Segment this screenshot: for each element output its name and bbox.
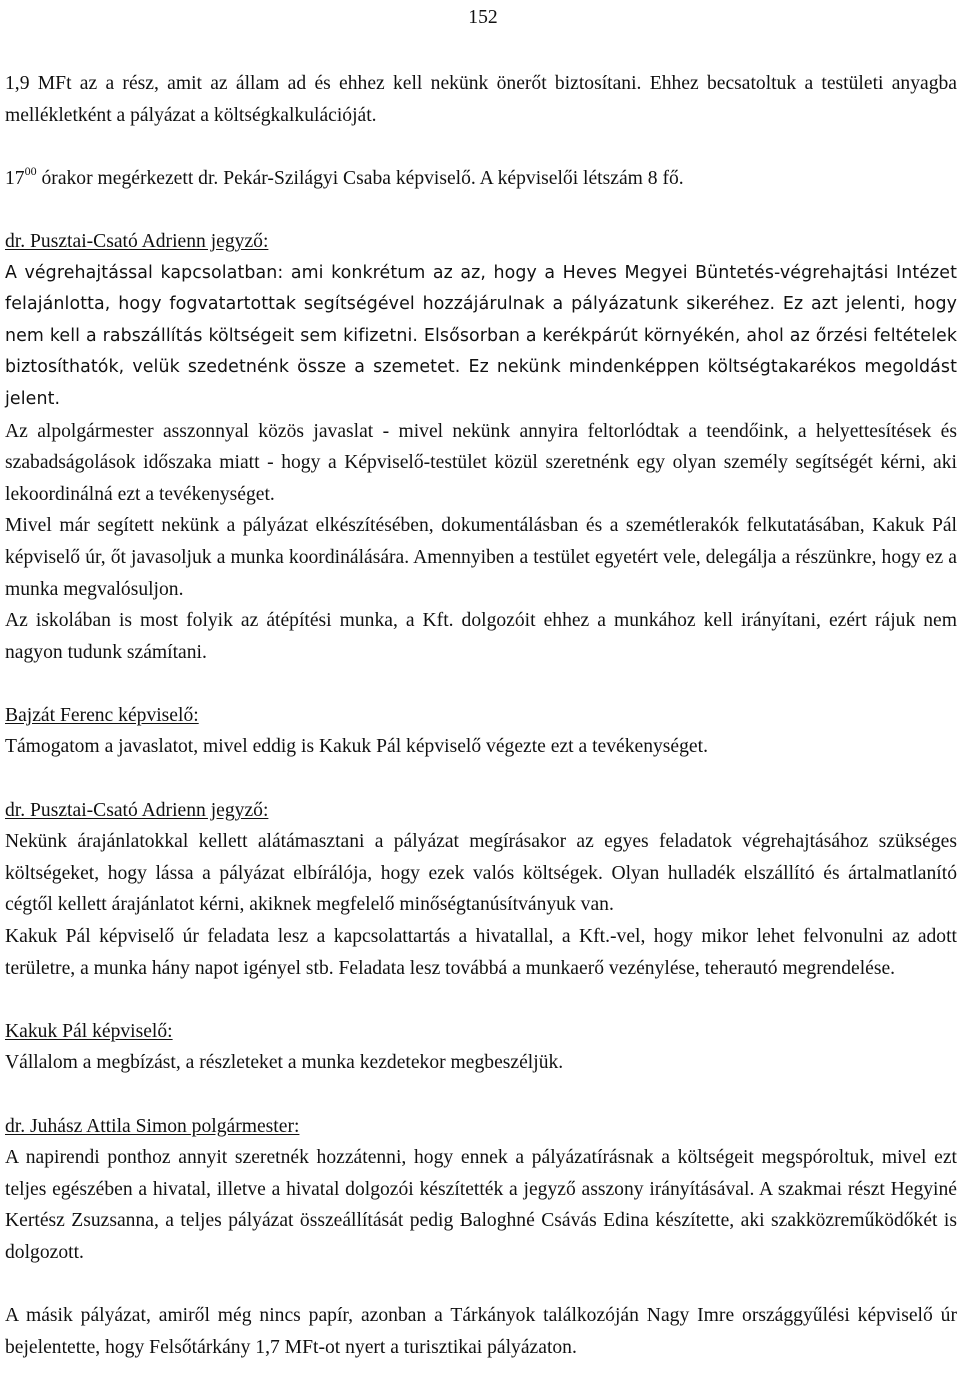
paragraph: A másik pályázat, amiről még nincs papír, azonban a Tárkányok találkozóján Nagy Imre országgyűlési képviselő úr bejelentette, hogy Felsőtárkány 1,7 MFt-ot nyert a turisztikai pályázaton. bbox=[5, 1305, 957, 1358]
document-page bbox=[5, 0, 957, 1363]
page-number: 152 bbox=[468, 7, 498, 28]
speaker-heading: Kakuk Pál képviselő: bbox=[5, 1020, 173, 1042]
paragraph: Vállalom a megbízást, a részleteket a munka kezdetekor megbeszéljük. bbox=[5, 1052, 564, 1074]
speaker-heading: dr. Juhász Attila Simon polgármester: bbox=[5, 1115, 300, 1137]
speaker-heading: dr. Pusztai-Csató Adrienn jegyző: bbox=[5, 799, 269, 821]
paragraph: A napirendi ponthoz annyit szeretnék hozzátenni, hogy ennek a pályázatírásnak a költségeit megspóroltuk, mivel ezt teljes egészében a hivatal, illetve a hivatal dolgozói készítették a jegyző asszony irányításával. A szakmai részt Hegyiné Kertész Zsuzsanna, a teljes pályázat összeállítását pedig Baloghné Csávás Edina készítette, aki szakközreműködőkét is dolgozott. bbox=[5, 1147, 957, 1263]
arrival-minutes: 00 bbox=[24, 163, 37, 178]
arrival-hour: 17 bbox=[5, 167, 25, 189]
arrival-text: órakor megérkezett dr. Pekár-Szilágyi Csaba képviselő. A képviselői létszám 8 fő. bbox=[36, 167, 684, 189]
paragraph: Mivel már segített nekünk a pályázat elkészítésében, dokumentálásban és a szemétlerakók felkutatásában, Kakuk Pál képviselő úr, őt javasoljuk a munka koordinálására. Amennyiben a testület egyetért vele, delegálja a részünkre, hogy ez a munka megvalósuljon. bbox=[5, 515, 957, 600]
intro-paragraph: 1,9 MFt az a rész, amit az állam ad és ehhez kell nekünk önerőt biztosítani. Ehhez becsatoltuk a testületi anyagba mellékletként a pályázat a költségkalkulációját. bbox=[5, 73, 957, 126]
paragraph: A végrehajtással kapcsolatban: ami konkrétum az az, hogy a Heves Megyei Büntetés-végrehajtási Intézet felajánlotta, hogy fogvatartottak segítségével hozzájárulnak a pályázatunk sikeréhez. Ez azt jelenti, hogy nem kell a rabszállítás költségeit sem kifizetni. Elsősorban a kerékpárút környékén, ahol az őrzési feltételek biztosíthatók, velük szedetnénk össze a szemetet. Ez nekünk mindenképpen költségtakarékos megoldást jelent. bbox=[5, 262, 957, 409]
paragraph: Nekünk árajánlatokkal kellett alátámasztani a pályázat megírásakor az egyes feladatok végrehajtásához szükséges költségeket, hogy lássa a pályázat elbírálója, hogy ezek valós költségek. Olyan hulladék elszállító és ártalmatlanító cégtől kellett árajánlatot kérni, akiknek megfelelő minőségtanúsítványuk van. bbox=[5, 831, 957, 916]
speaker-heading: dr. Pusztai-Csató Adrienn jegyző: bbox=[5, 230, 269, 252]
paragraph: Az iskolában is most folyik az átépítési munka, a Kft. dolgozóit ehhez a munkához kell irányítani, ezért rájuk nem nagyon tudunk számítani. bbox=[5, 610, 957, 663]
paragraph: Az alpolgármester asszonnyal közös javaslat - mivel nekünk annyira feltorlódtak a teendőink, a helyettesítések és szabadságolások időszaka miatt - hogy a Képviselő-testület közül szeretnénk egy olyan személy segítségét kérni, aki lekoordinálná ezt a tevékenységet. bbox=[5, 420, 957, 505]
paragraph: Támogatom a javaslatot, mivel eddig is Kakuk Pál képviselő végezte ezt a tevékenységet. bbox=[5, 736, 708, 758]
paragraph: Kakuk Pál képviselő úr feladata lesz a kapcsolattartás a hivatallal, a Kft.-vel, hogy mikor lehet felvonulni az adott területre, a munka hány napot igényel stb. Feladata lesz továbbá a munkaerő vezénylése, teherautó megrendelése. bbox=[5, 926, 957, 979]
speaker-heading: Bajzát Ferenc képviselő: bbox=[5, 704, 199, 726]
arrival-note bbox=[5, 163, 957, 195]
